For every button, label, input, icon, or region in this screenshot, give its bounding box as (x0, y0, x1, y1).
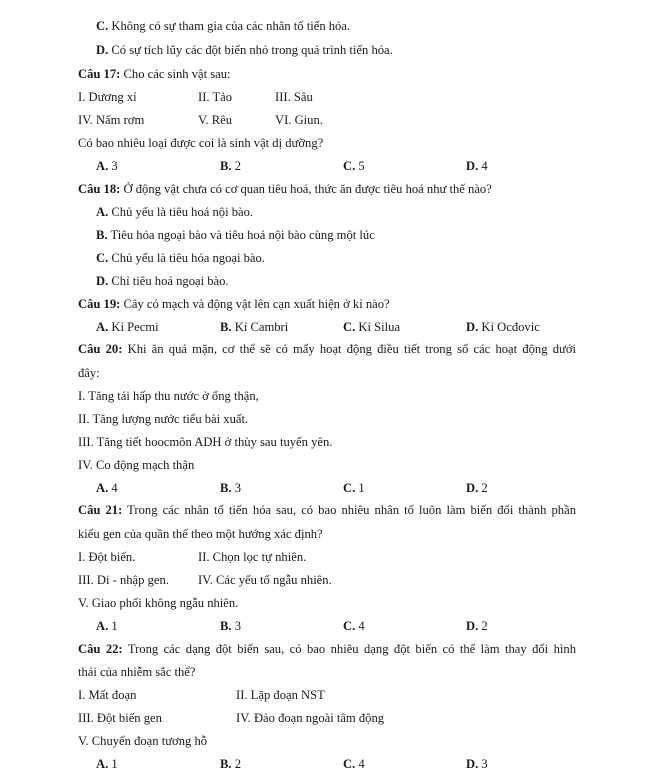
question-label: Câu 18: (78, 182, 121, 196)
option-text: Tiêu hóa ngoại bào và tiêu hoá nội bào cùng một lúc (110, 228, 375, 242)
option-label: C. (96, 19, 109, 33)
option-text: 2 (481, 481, 488, 495)
q22-item-1: I. Mất đoạn (78, 688, 137, 702)
question-20-stem (78, 341, 576, 357)
option-label: C. (343, 320, 356, 334)
q22-option-d[interactable] (466, 756, 488, 772)
option-text: Kỉ Silua (358, 320, 401, 334)
q17-option-d[interactable] (466, 158, 488, 174)
q22-option-a[interactable] (96, 756, 118, 772)
q17-item-6: VI. Giun. (275, 113, 323, 127)
question-22-stem-cont: thái của nhiễm sắc thể? (78, 665, 196, 679)
question-19-stem (78, 296, 390, 312)
q17-item-3: III. Sâu (275, 90, 313, 104)
option-text: 4 (111, 481, 118, 495)
q19-option-b[interactable] (220, 319, 288, 335)
option-text: 4 (358, 757, 365, 771)
q17-option-a[interactable] (96, 158, 118, 174)
q19-option-d[interactable] (466, 319, 540, 335)
q21-item-4: IV. Các yếu tố ngẫu nhiên. (198, 573, 332, 587)
option-text: Chỉ tiêu hoá ngoại bào. (111, 274, 229, 288)
option-label: C. (343, 619, 356, 633)
option-label: B. (220, 757, 232, 771)
option-text: 1 (111, 757, 118, 771)
q17-option-c[interactable] (343, 158, 365, 174)
option-label: B. (220, 159, 232, 173)
q21-item-1: I. Đột biến. (78, 550, 136, 564)
option-label: B. (220, 320, 232, 334)
q18-option-c[interactable] (96, 250, 265, 266)
option-label: A. (96, 205, 109, 219)
q22-option-c[interactable] (343, 756, 365, 772)
q18-option-a[interactable] (96, 204, 253, 220)
option-label: C. (343, 159, 356, 173)
q21-option-b[interactable] (220, 618, 241, 634)
q22-item-2: II. Lặp đoạn NST (236, 688, 325, 702)
prev-option-d (96, 42, 393, 58)
option-label: C. (96, 251, 109, 265)
option-label: A. (96, 159, 109, 173)
option-text: 2 (234, 757, 242, 771)
option-label: D. (466, 757, 479, 771)
question-label: Câu 20: (78, 342, 123, 356)
q21-item-5: V. Giao phối không ngẫu nhiên. (78, 596, 239, 610)
question-text: Cho các sinh vật sau: (123, 67, 231, 81)
option-label: D. (466, 320, 479, 334)
q21-item-2: II. Chọn lọc tự nhiên. (198, 550, 307, 564)
q17-item-4: IV. Nấm rơm (78, 113, 145, 127)
q17-ask: Có bao nhiêu loại được coi là sinh vật dị dưỡng? (78, 136, 324, 150)
q20-item-1: I. Tăng tái hấp thu nước ở ống thận, (78, 389, 259, 403)
q17-option-b[interactable] (220, 158, 241, 174)
option-text: 3 (234, 481, 242, 495)
q19-option-a[interactable] (96, 319, 159, 335)
option-label: B. (220, 619, 232, 633)
question-text: Trong các nhân tố tiến hóa sau, có bao nhiêu nhân tố luôn làm biến đổi thành phần (127, 503, 576, 517)
q22-item-5: V. Chuyển đoạn tương hỗ (78, 734, 208, 748)
q20-option-d[interactable] (466, 480, 488, 496)
question-label: Câu 21: (78, 503, 123, 517)
q17-item-1: I. Dương xỉ (78, 90, 137, 104)
option-text: Chủ yếu là tiêu hoá nội bào. (111, 205, 254, 219)
q21-option-c[interactable] (343, 618, 365, 634)
option-text: 3 (481, 757, 488, 771)
option-label: D. (466, 481, 479, 495)
option-text: 5 (358, 159, 365, 173)
question-22-stem (78, 641, 576, 657)
q19-option-c[interactable] (343, 319, 400, 335)
option-label: D. (96, 274, 109, 288)
question-17-stem (78, 66, 231, 82)
option-text: 2 (234, 159, 242, 173)
question-18-stem (78, 181, 492, 197)
q22-item-4: IV. Đảo đoạn ngoài tâm động (236, 711, 385, 725)
q17-item-5: V. Rêu (198, 113, 233, 127)
option-text: Kỉ Cambri (234, 320, 289, 334)
q21-item-3: III. Di - nhập gen. (78, 573, 169, 587)
option-text: 3 (234, 619, 242, 633)
option-text: Có sự tích lũy các đột biến nhỏ trong quá trình tiến hóa. (111, 43, 393, 57)
q20-item-2: II. Tăng lượng nước tiểu bài xuất. (78, 412, 249, 426)
q20-option-c[interactable] (343, 480, 365, 496)
option-text: Chủ yếu là tiêu hóa ngoại bào. (111, 251, 265, 265)
q20-item-3: III. Tăng tiết hoocmôn ADH ở thùy sau tuyến yên. (78, 435, 333, 449)
option-text: Kỉ Pecmi (111, 320, 159, 334)
q20-option-a[interactable] (96, 480, 118, 496)
option-text: 1 (358, 481, 365, 495)
option-text: 4 (358, 619, 365, 633)
question-20-stem-cont: đây: (78, 366, 100, 380)
q17-item-2: II. Tảo (198, 90, 233, 104)
option-label: D. (466, 619, 479, 633)
option-label: B. (220, 481, 232, 495)
question-label: Câu 22: (78, 642, 123, 656)
q20-option-b[interactable] (220, 480, 241, 496)
question-text: Cây có mạch và động vật lên cạn xuất hiện ở kỉ nào? (123, 297, 390, 311)
option-label: A. (96, 757, 109, 771)
question-21-stem-cont: kiểu gen của quần thể theo một hướng xác định? (78, 527, 323, 541)
question-text: Trong các dạng đột biến sau, có bao nhiêu dạng đột biến có thể làm thay đổi hình (127, 642, 576, 656)
option-text: 4 (481, 159, 488, 173)
q22-option-b[interactable] (220, 756, 241, 772)
prev-option-c (96, 18, 350, 34)
option-label: C. (343, 757, 356, 771)
option-label: C. (343, 481, 356, 495)
option-text: Không có sự tham gia của các nhân tố tiến hóa. (111, 19, 351, 33)
question-label: Câu 19: (78, 297, 121, 311)
option-label: A. (96, 320, 109, 334)
question-text: Ở động vật chưa có cơ quan tiêu hoá, thức ăn được tiêu hoá như thế nào? (123, 182, 492, 196)
option-label: A. (96, 619, 109, 633)
q18-option-d[interactable] (96, 273, 229, 289)
question-text: Khi ăn quá mặn, cơ thể sẽ có mấy hoạt động điều tiết trong số các hoạt động dưới (127, 342, 576, 356)
option-label: A. (96, 481, 109, 495)
q21-option-a[interactable] (96, 618, 118, 634)
q18-option-b[interactable] (96, 227, 375, 243)
option-text: Kỉ Ocđovic (481, 320, 540, 334)
option-text: 3 (111, 159, 118, 173)
question-21-stem (78, 502, 576, 518)
option-text: 2 (481, 619, 488, 633)
q22-item-3: III. Đột biến gen (78, 711, 162, 725)
question-label: Câu 17: (78, 67, 121, 81)
q20-item-4: IV. Co động mạch thận (78, 458, 195, 472)
option-label: B. (96, 228, 108, 242)
option-label: D. (466, 159, 479, 173)
option-label: D. (96, 43, 109, 57)
option-text: 1 (111, 619, 118, 633)
q21-option-d[interactable] (466, 618, 488, 634)
